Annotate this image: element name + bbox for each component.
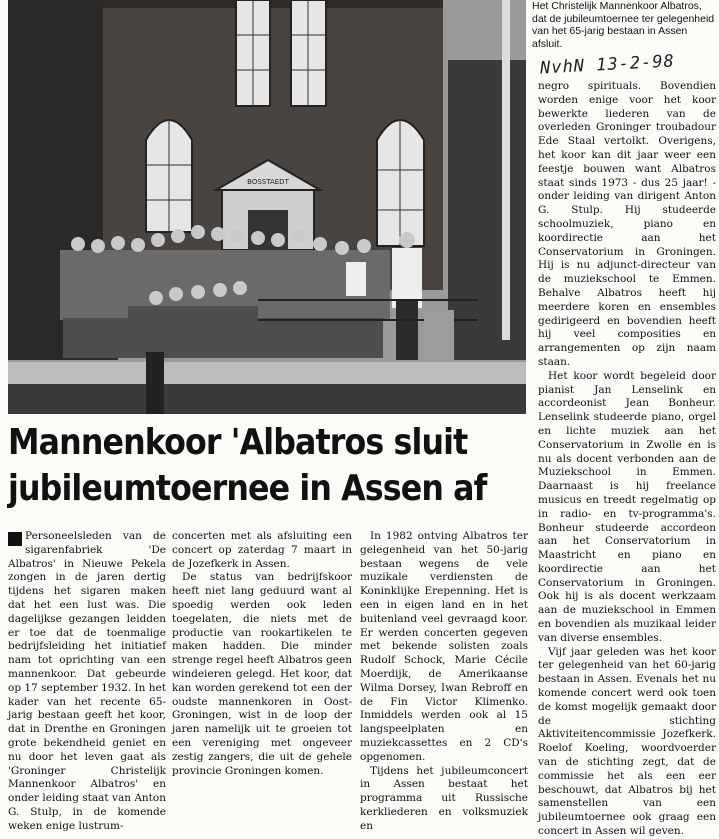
choir-photo-illustration bbox=[8, 0, 526, 414]
article-paragraph: negro spirituals. Bovendien worden enige voor het koor bewerkte liederen van de overleden Groninger troubadour Ede Staal vertolkt. Overigens, het koor kan dit jaar weer een feestje bouwen want Albatros staat sinds 1973 - dus 25 jaar! - onder leiding van dirigent Anton G. Stulp. Hij studeerde schoolmuziek, piano en koordirectie aan het Conservatorium in Groningen. Hij is nu adjunct-directeur van de muziekschool te Emmen. Behalve Albatros heeft hij meerdere koren en ensembles gedirigeerd en bovendien heeft hij veel composities en arrangementen op zijn naam staan. bbox=[538, 80, 716, 368]
article-paragraph: Personeelsleden van de sigarenfabriek 'De Albatros' in Nieuwe Pekela zongen in de jaren dertig tijdens het sigaren maken dat het een lust was. Die dagelijkse gezangen leidden er toe dat de toenmalige bedrijfsleiding het initiatief nam tot oprichting van een mannenkoor. Dat gebeurde op 17 september 1932. In het kader van het recente 65-jarig bestaan geeft het koor, dat in Drenthe en Groningen grote bekendheid geniet en nu door het leven gaat als 'Groninger Christelijk Mannenkoor Albatros' en onder leiding staat van Anton G. Stulp, in de komende weken enige lustrum- bbox=[8, 530, 166, 832]
headline-line-2: jubileumtoernee in Assen af bbox=[8, 468, 487, 509]
article-column-2 bbox=[172, 530, 352, 778]
article-paragraph: concerten met als afsluiting een concert op zaterdag 7 maart in de Jozefkerk in Assen. bbox=[172, 530, 352, 570]
headline bbox=[8, 420, 487, 512]
article-paragraph: Vijf jaar geleden was het koor ter gelegenheid van het 60-jarig bestaan in Assen. Evenals het nu komende concert werd ook toen de komst mogelijk gemaakt door de stichting Aktiviteitencommissie Jozefkerk. Roelof Koeling, woordvoerder van de stichting zegt, dat de commissie het als een eer beschouwt, dat Albatros bij het samenstellen van een jubileumtoernee ook graag een concert in Assen wil geven. bbox=[538, 645, 716, 838]
article-column-4 bbox=[538, 80, 716, 839]
choir-photo bbox=[8, 0, 526, 414]
porch-sign: BOSSTAEDT bbox=[247, 178, 289, 186]
article-paragraph: Tijdens het jubileumconcert in Assen bestaat het programma uit Russische kerkliederen en volksmuziek en bbox=[360, 764, 528, 832]
article-column-1 bbox=[8, 530, 166, 834]
article-paragraph: In 1982 ontving Albatros ter gelegenheid van het 50-jarig bestaan wegens de vele muzikale verdiensten de Koninklijke Erepenning. Het is een in eigen land en in het buitenland veel gevraagd koor. Er werden concerten gegeven met bekende solisten zoals Rudolf Schock, Marie Cécile Moerdijk, de Amerikaanse Wilma Dorsey, Iwan Rebroff en de Fin Victor Klimenko. Inmiddels werden ook al 15 langspeelplaten en muziekcassettes en 2 CD's opgenomen. bbox=[360, 530, 528, 763]
dropcap-square bbox=[8, 532, 22, 546]
article-paragraph: De status van bedrijfskoor heeft niet lang geduurd want al spoedig werden ook leden toegelaten, die niets met de productie van rookartikelen te maken hadden. Die minder strenge regel heeft Albatros geen windeieren gelegd. Het koor, dat kan worden gerekend tot een der oudste mannenkoren in Oost-Groningen, wist in de loop der jaren namelijk uit te groeien tot een vereniging met ongeveer zestig zangers, die uit de gehele provincie Groningen komen. bbox=[172, 571, 352, 777]
article-column-3 bbox=[360, 530, 528, 834]
article-paragraph: Het koor wordt begeleid door pianist Jan Lenselink en accordeonist Jean Bonheur. Lenselink studeerde piano, orgel en lichte muziek aan het Conservatorium in Zwolle en is nu als docent verbonden aan de Muziekschool in Emmen. Daarnaast is hij freelance musicus en treedt regelmatig op in radio- en tv-programma's. Bonheur studeerde accordeon aan het Conservatorium in Maastricht en piano en koordirectie aan het Conservatorium in Groningen. Ook hij is als docent werkzaam aan de muziekschool in Emmen en bovendien als muzikaal leider van diverse ensembles. bbox=[538, 369, 716, 644]
headline-line-1: Mannenkoor 'Albatros sluit bbox=[8, 422, 468, 463]
handwritten-date-note: NvhN 13-2-98 bbox=[539, 51, 676, 79]
photo-caption: Het Christelijk Mannenkoor Albatros, dat de jubileumtoernee ter gelegenheid van het 65-jarig bestaan in Assen afsluit. bbox=[532, 0, 715, 50]
